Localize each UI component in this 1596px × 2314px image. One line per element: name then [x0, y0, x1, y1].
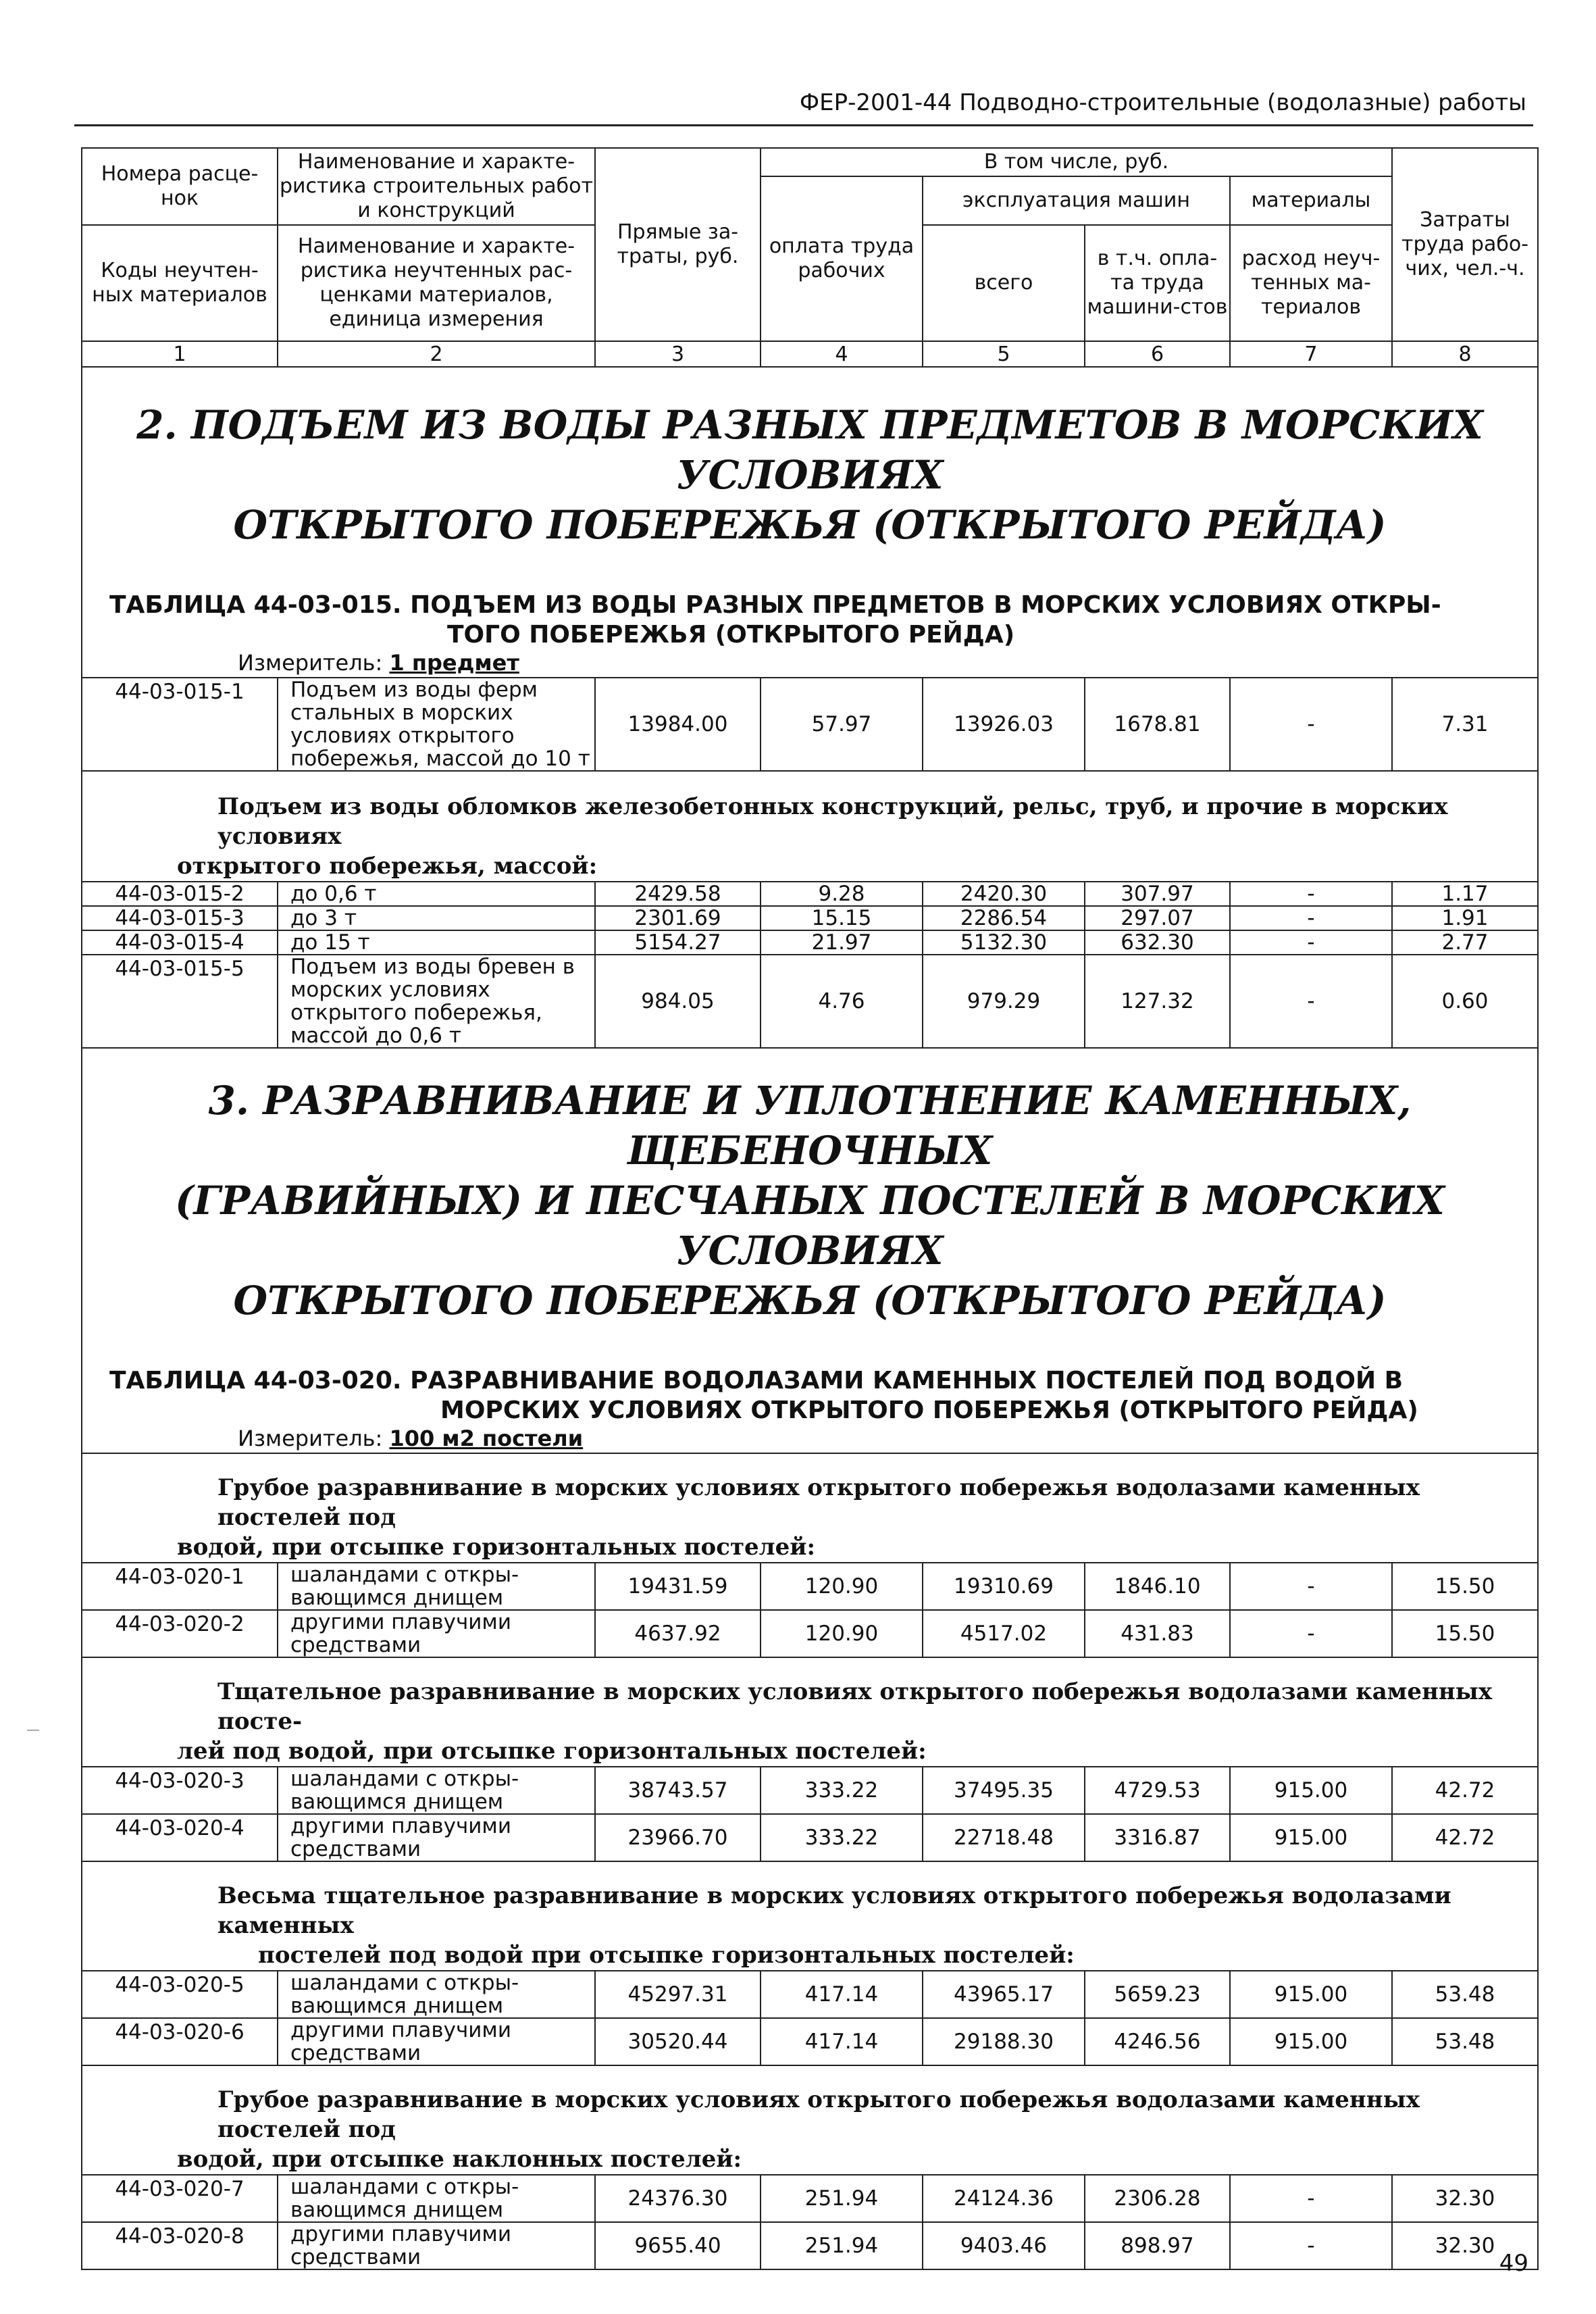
- work-name: другими плавучими средствами: [278, 1814, 595, 1861]
- group-heading: Тщательное разравнивание в морских условиях открытого побережья водолазами каменных посте- лей под водой, при отсыпке горизонтальных постелей:: [177, 1678, 1493, 1765]
- page-number: 49: [1499, 2250, 1528, 2277]
- col1-header-bottom: Коды неучтен-ных материалов: [82, 225, 278, 341]
- machine-cost: 22718.48: [923, 1814, 1085, 1861]
- rate-code: 44-03-020-1: [82, 1563, 278, 1610]
- group-heading-row: [82, 771, 1538, 882]
- materials-cost: 915.00: [1230, 1971, 1392, 2018]
- col2-header-top: Наименование и характе-ристика строительных работ и конструкций: [278, 148, 595, 225]
- labor-hours: 42.72: [1392, 1814, 1538, 1861]
- materials-cost: -: [1230, 906, 1392, 930]
- table-row: [82, 2222, 1538, 2269]
- machine-cost: 4517.02: [923, 1610, 1085, 1657]
- labor-hours: 0.60: [1392, 955, 1538, 1048]
- machine-cost: 43965.17: [923, 1971, 1085, 2018]
- machine-cost: 19310.69: [923, 1563, 1085, 1610]
- group-heading-row: [82, 1657, 1538, 1767]
- machinist-wages: 4729.53: [1085, 1767, 1230, 1814]
- machinist-wages: 297.07: [1085, 906, 1230, 930]
- col1-header-top: Номера расце-нок: [82, 148, 278, 225]
- machinist-wages: 3316.87: [1085, 1814, 1230, 1861]
- labor-hours: 53.48: [1392, 2018, 1538, 2065]
- work-name: шаландами с откры-вающимся днищем: [278, 1767, 595, 1814]
- work-name: шаландами с откры-вающимся днищем: [278, 2175, 595, 2222]
- materials-cost: 915.00: [1230, 1767, 1392, 1814]
- table-44-03-015-title: ТАБЛИЦА 44-03-015. ПОДЪЕМ ИЗ ВОДЫ РАЗНЫХ ПРЕДМЕТОВ В МОРСКИХ УСЛОВИЯХ ОТКРЫ- ТОГО ПОБЕРЕЖЬЯ (ОТКРЫТОГО РЕЙДА): [109, 591, 1441, 649]
- col-number: 3: [595, 341, 761, 367]
- labor-hours: 53.48: [1392, 1971, 1538, 2018]
- section-heading-row: [82, 367, 1538, 678]
- machine-cost: 24124.36: [923, 2175, 1085, 2222]
- materials-cost: -: [1230, 1563, 1392, 1610]
- materials-cost: -: [1230, 882, 1392, 906]
- direct-cost: 24376.30: [595, 2175, 761, 2222]
- worker-wages: 57.97: [761, 678, 923, 771]
- table-row: [82, 882, 1538, 906]
- direct-cost: 2429.58: [595, 882, 761, 906]
- work-name: шаландами с откры-вающимся днищем: [278, 1563, 595, 1610]
- section-2-title: 2. ПОДЪЕМ ИЗ ВОДЫ РАЗНЫХ ПРЕДМЕТОВ В МОРСКИХ УСЛОВИЯХ ОТКРЫТОГО ПОБЕРЕЖЬЯ (ОТКРЫТОГО РЕЙДА): [136, 402, 1483, 548]
- col-number: 4: [761, 341, 923, 367]
- group-heading-row: [82, 2065, 1538, 2175]
- rate-code: 44-03-015-2: [82, 882, 278, 906]
- col7-header: расход неуч-тенных ма-териалов: [1230, 225, 1392, 341]
- incl-header: В том числе, руб.: [761, 148, 1392, 176]
- group-heading: Подъем из воды обломков железобетонных конструкций, рельс, труб, и прочие в морских условиях открытого побережья, массой:: [177, 793, 1448, 880]
- machinist-wages: 4246.56: [1085, 2018, 1230, 2065]
- work-name: до 3 т: [278, 906, 595, 930]
- machinist-wages: 307.97: [1085, 882, 1230, 906]
- table-row: [82, 1971, 1538, 2018]
- materials-cost: 915.00: [1230, 1814, 1392, 1861]
- rate-code: 44-03-015-5: [82, 955, 278, 1048]
- machinist-wages: 1678.81: [1085, 678, 1230, 771]
- materials-cost: -: [1230, 2222, 1392, 2269]
- rate-code: 44-03-020-7: [82, 2175, 278, 2222]
- machine-cost: 2286.54: [923, 906, 1085, 930]
- running-header: ФЕР-2001-44 Подводно-строительные (водолазные) работы: [799, 89, 1526, 116]
- machinist-wages: 1846.10: [1085, 1563, 1230, 1610]
- section-heading-row: [82, 1048, 1538, 1453]
- price-table-page: [81, 147, 1537, 2270]
- worker-wages: 251.94: [761, 2222, 923, 2269]
- work-name: до 15 т: [278, 930, 595, 955]
- work-name: шаландами с откры-вающимся днищем: [278, 1971, 595, 2018]
- direct-cost: 2301.69: [595, 906, 761, 930]
- col2-header-bottom: Наименование и характе-ристика неучтенных рас-ценками материалов, единица измерения: [278, 225, 595, 341]
- header-rule: [74, 124, 1533, 126]
- section-3-title: 3. РАЗРАВНИВАНИЕ И УПЛОТНЕНИЕ КАМЕННЫХ, ЩЕБЕНОЧНЫХ (ГРАВИЙНЫХ) И ПЕСЧАНЫХ ПОСТЕЛЕЙ В МОРСКИХ УСЛОВИЯХ ОТКРЫТОГО ПОБЕРЕЖЬЯ (ОТКРЫТОГО РЕЙДА): [175, 1078, 1445, 1324]
- work-name: Подъем из воды бревен в морских условиях открытого побережья, массой до 0,6 т: [278, 955, 595, 1048]
- table-row: [82, 2018, 1538, 2065]
- direct-cost: 23966.70: [595, 1814, 761, 1861]
- rate-code: 44-03-020-8: [82, 2222, 278, 2269]
- col-number: 5: [923, 341, 1085, 367]
- work-name: Подъем из воды ферм стальных в морских условиях открытого побережья, массой до 10 т: [278, 678, 595, 771]
- work-name: другими плавучими средствами: [278, 1610, 595, 1657]
- materials-cost: -: [1230, 930, 1392, 955]
- col5-header: всего: [923, 225, 1085, 341]
- table-row: [82, 1814, 1538, 1861]
- materials-cost: -: [1230, 955, 1392, 1048]
- labor-hours: 2.77: [1392, 930, 1538, 955]
- machine-cost: 5132.30: [923, 930, 1085, 955]
- column-number-row: [82, 341, 1538, 367]
- machinist-wages: 632.30: [1085, 930, 1230, 955]
- worker-wages: 21.97: [761, 930, 923, 955]
- price-table: [81, 147, 1539, 2270]
- worker-wages: 15.15: [761, 906, 923, 930]
- labor-hours: 15.50: [1392, 1563, 1538, 1610]
- labor-hours: 1.17: [1392, 882, 1538, 906]
- machine-cost: 9403.46: [923, 2222, 1085, 2269]
- worker-wages: 4.76: [761, 955, 923, 1048]
- work-name: до 0,6 т: [278, 882, 595, 906]
- machinist-wages: 898.97: [1085, 2222, 1230, 2269]
- direct-cost: 19431.59: [595, 1563, 761, 1610]
- direct-cost: 13984.00: [595, 678, 761, 771]
- machines-header: эксплуатация машин: [923, 176, 1230, 225]
- machine-cost: 37495.35: [923, 1767, 1085, 1814]
- worker-wages: 120.90: [761, 1563, 923, 1610]
- col3-header: Прямые за-траты, руб.: [595, 148, 761, 341]
- col-number: 6: [1085, 341, 1230, 367]
- materials-cost: -: [1230, 678, 1392, 771]
- table-44-03-020-title: ТАБЛИЦА 44-03-020. РАЗРАВНИВАНИЕ ВОДОЛАЗАМИ КАМЕННЫХ ПОСТЕЛЕЙ ПОД ВОДОЙ В МОРСКИХ УСЛОВИЯХ ОТКРЫТОГО ПОБЕРЕЖЬЯ (ОТКРЫТОГО РЕЙДА): [109, 1367, 1418, 1424]
- work-name: другими плавучими средствами: [278, 2222, 595, 2269]
- materials-header: материалы: [1230, 176, 1392, 225]
- table-row: [82, 955, 1538, 1048]
- col-number: 8: [1392, 341, 1538, 367]
- worker-wages: 333.22: [761, 1814, 923, 1861]
- direct-cost: 30520.44: [595, 2018, 761, 2065]
- rate-code: 44-03-015-1: [82, 678, 278, 771]
- machine-cost: 13926.03: [923, 678, 1085, 771]
- materials-cost: -: [1230, 1610, 1392, 1657]
- direct-cost: 984.05: [595, 955, 761, 1048]
- direct-cost: 9655.40: [595, 2222, 761, 2269]
- table-row: [82, 678, 1538, 771]
- rate-code: 44-03-015-4: [82, 930, 278, 955]
- machine-cost: 29188.30: [923, 2018, 1085, 2065]
- col6-header: в т.ч. опла-та труда машини-стов: [1085, 225, 1230, 341]
- rate-code: 44-03-020-5: [82, 1971, 278, 2018]
- col-number: 7: [1230, 341, 1392, 367]
- worker-wages: 120.90: [761, 1610, 923, 1657]
- table-row: [82, 1767, 1538, 1814]
- labor-hours: 7.31: [1392, 678, 1538, 771]
- group-heading: Весьма тщательное разравнивание в морских условиях открытого побережья водолазами каменных постелей под водой при отсыпке горизонтальных постелей:: [217, 1882, 1451, 1969]
- materials-cost: 915.00: [1230, 2018, 1392, 2065]
- worker-wages: 417.14: [761, 2018, 923, 2065]
- table-row: [82, 930, 1538, 955]
- group-heading-row: [82, 1453, 1538, 1563]
- labor-hours: 42.72: [1392, 1767, 1538, 1814]
- worker-wages: 417.14: [761, 1971, 923, 2018]
- machinist-wages: 127.32: [1085, 955, 1230, 1048]
- table-row: [82, 906, 1538, 930]
- work-name: другими плавучими средствами: [278, 2018, 595, 2065]
- worker-wages: 251.94: [761, 2175, 923, 2222]
- direct-cost: 45297.31: [595, 1971, 761, 2018]
- labor-hours: 32.30: [1392, 2175, 1538, 2222]
- group-heading: Грубое разравнивание в морских условиях открытого побережья водолазами каменных постелей под водой, при отсыпке горизонтальных постелей:: [177, 1474, 1420, 1561]
- meter-line: Измеритель: 100 м2 постели: [238, 1426, 584, 1451]
- direct-cost: 5154.27: [595, 930, 761, 955]
- machinist-wages: 2306.28: [1085, 2175, 1230, 2222]
- direct-cost: 4637.92: [595, 1610, 761, 1657]
- rate-code: 44-03-020-3: [82, 1767, 278, 1814]
- group-heading-row: [82, 1861, 1538, 1971]
- labor-hours: 1.91: [1392, 906, 1538, 930]
- rate-code: 44-03-020-2: [82, 1610, 278, 1657]
- column-header-row: [82, 148, 1538, 176]
- col4-header: оплата труда рабочих: [761, 176, 923, 341]
- table-row: [82, 2175, 1538, 2222]
- rate-code: 44-03-020-4: [82, 1814, 278, 1861]
- table-row: [82, 1610, 1538, 1657]
- col-number: 1: [82, 341, 278, 367]
- meter-line: Измеритель: 1 предмет: [238, 650, 519, 676]
- group-heading: Грубое разравнивание в морских условиях открытого побережья водолазами каменных постелей под водой, при отсыпке наклонных постелей:: [177, 2086, 1420, 2173]
- machinist-wages: 5659.23: [1085, 1971, 1230, 2018]
- worker-wages: 333.22: [761, 1767, 923, 1814]
- direct-cost: 38743.57: [595, 1767, 761, 1814]
- col-number: 2: [278, 341, 595, 367]
- labor-hours: 32.30: [1392, 2222, 1538, 2269]
- col8-header: Затраты труда рабо-чих, чел.-ч.: [1392, 148, 1538, 341]
- margin-mark: [27, 1730, 39, 1731]
- labor-hours: 15.50: [1392, 1610, 1538, 1657]
- machine-cost: 979.29: [923, 955, 1085, 1048]
- machinist-wages: 431.83: [1085, 1610, 1230, 1657]
- rate-code: 44-03-020-6: [82, 2018, 278, 2065]
- rate-code: 44-03-015-3: [82, 906, 278, 930]
- worker-wages: 9.28: [761, 882, 923, 906]
- machine-cost: 2420.30: [923, 882, 1085, 906]
- table-row: [82, 1563, 1538, 1610]
- materials-cost: -: [1230, 2175, 1392, 2222]
